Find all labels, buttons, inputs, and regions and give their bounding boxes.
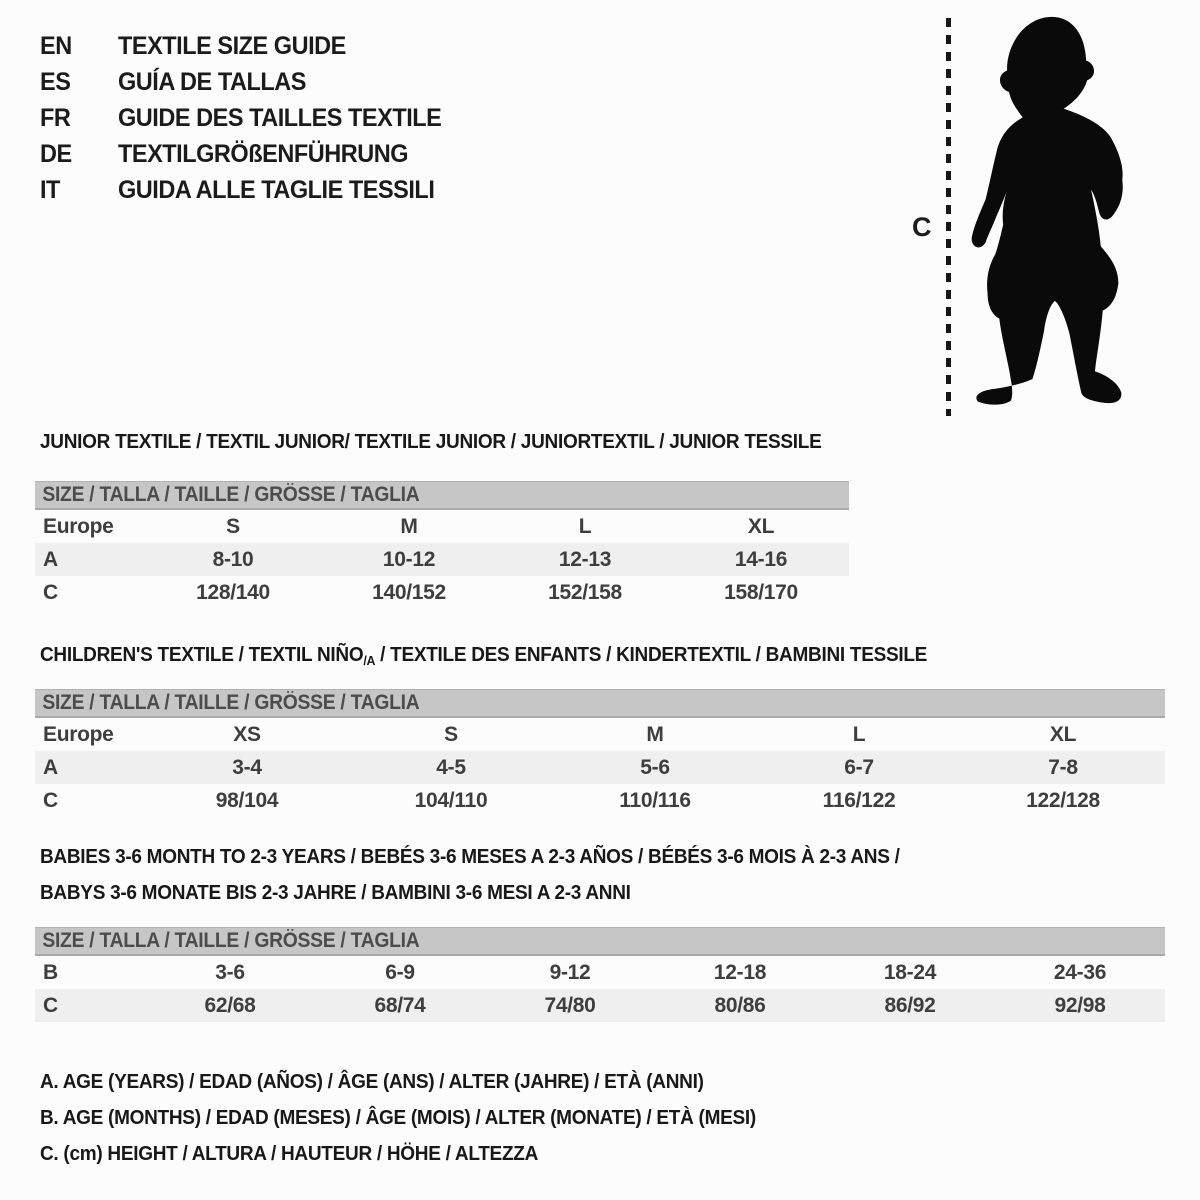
size-cell: 104/110 <box>414 788 488 812</box>
size-cell: 86/92 <box>884 993 936 1017</box>
children-size-table <box>35 689 1165 817</box>
row-label: C <box>43 788 58 812</box>
size-cell: S <box>444 722 458 746</box>
size-cell: 116/122 <box>822 788 896 812</box>
size-cell: 10-12 <box>382 547 436 571</box>
height-measure-label: C <box>912 212 932 242</box>
row-label: B <box>43 960 58 984</box>
table-row-months <box>35 956 1165 989</box>
measurement-legend <box>40 1064 794 1172</box>
size-cell: 98/104 <box>215 788 279 812</box>
size-cell: 152/158 <box>548 580 622 604</box>
language-label: GUIDE DES TAILLES TEXTILE <box>118 103 442 132</box>
language-row-en <box>40 28 462 64</box>
table-row-height <box>35 576 849 609</box>
size-cell: 24-36 <box>1053 960 1107 984</box>
size-cell: XL <box>747 514 775 538</box>
size-cell: M <box>400 514 418 538</box>
size-header-label: SIZE / TALLA / TAILLE / GRÖSSE / TAGLIA <box>42 483 420 506</box>
size-cell: 80/86 <box>714 993 766 1017</box>
babies-section-title-line2: BABYS 3-6 MONATE BIS 2-3 JAHRE / BAMBINI 3-6 MESI A 2-3 ANNI <box>40 882 631 904</box>
row-label: C <box>43 993 58 1017</box>
language-label: GUÍA DE TALLAS <box>118 67 306 96</box>
size-header-label: SIZE / TALLA / TAILLE / GRÖSSE / TAGLIA <box>42 691 420 714</box>
size-header-label: SIZE / TALLA / TAILLE / GRÖSSE / TAGLIA <box>42 929 420 952</box>
size-cell: 128/140 <box>196 580 270 604</box>
size-cell: XL <box>1049 722 1077 746</box>
row-label: Europe <box>43 514 114 538</box>
size-cell: 9-12 <box>549 960 591 984</box>
junior-section-title: JUNIOR TEXTILE / TEXTIL JUNIOR/ TEXTILE JUNIOR / JUNIORTEXTIL / JUNIOR TESSILE <box>40 431 822 453</box>
size-cell: 3-6 <box>215 960 245 984</box>
language-row-es <box>40 64 462 100</box>
babies-section-title-line1: BABIES 3-6 MONTH TO 2-3 YEARS / BEBÉS 3-6 MESES A 2-3 AÑOS / BÉBÉS 3-6 MOIS À 2-3 ANS / <box>40 846 900 868</box>
size-cell: 158/170 <box>724 580 798 604</box>
children-title-text: / TEXTILE DES ENFANTS / KINDERTEXTIL / BAMBINI TESSILE <box>375 644 928 666</box>
size-cell: 122/128 <box>1026 788 1100 812</box>
children-section-title <box>40 644 927 667</box>
size-cell: 62/68 <box>204 993 256 1017</box>
language-code: DE <box>40 139 72 168</box>
table-row-age <box>35 751 1165 784</box>
language-code: FR <box>40 103 71 132</box>
language-code: ES <box>40 67 71 96</box>
language-label: TEXTILE SIZE GUIDE <box>118 31 346 60</box>
row-label: A <box>43 755 58 779</box>
size-cell: 3-4 <box>232 755 262 779</box>
children-title-subscript: /A <box>363 653 376 668</box>
language-label: TEXTILGRÖßENFÜHRUNG <box>118 139 409 168</box>
legend-line-b: B. AGE (MONTHS) / EDAD (MESES) / ÂGE (MOIS) / ALTER (MONATE) / ETÀ (MESI) <box>40 1106 756 1129</box>
language-code: EN <box>40 31 72 60</box>
size-cell: 6-9 <box>385 960 415 984</box>
size-cell: 5-6 <box>640 755 670 779</box>
size-header-bar <box>35 689 1165 718</box>
language-list <box>40 28 462 208</box>
table-row-age <box>35 543 849 576</box>
row-label: A <box>43 547 58 571</box>
table-row-europe <box>35 718 1165 751</box>
size-cell: L <box>852 722 866 746</box>
language-row-de <box>40 136 462 172</box>
size-cell: 110/116 <box>619 788 691 812</box>
language-row-fr <box>40 100 462 136</box>
table-row-europe <box>35 510 849 543</box>
legend-line-c: C. (cm) HEIGHT / ALTURA / HAUTEUR / HÖHE / ALTEZZA <box>40 1142 539 1165</box>
row-label: C <box>43 580 58 604</box>
babies-size-table <box>35 927 1165 1022</box>
toddler-silhouette-icon <box>960 12 1142 420</box>
size-cell: 140/152 <box>372 580 446 604</box>
junior-size-table <box>35 481 849 609</box>
height-dashed-line <box>946 18 951 416</box>
size-cell: 68/74 <box>374 993 426 1017</box>
size-cell: XS <box>233 722 261 746</box>
size-cell: 4-5 <box>436 755 466 779</box>
children-title-text: CHILDREN'S TEXTILE / TEXTIL NIÑO <box>40 644 364 666</box>
size-cell: 6-7 <box>844 755 874 779</box>
size-cell: 12-13 <box>558 547 612 571</box>
size-cell: L <box>578 514 592 538</box>
size-cell: 7-8 <box>1048 755 1078 779</box>
size-cell: 14-16 <box>734 547 788 571</box>
size-cell: 18-24 <box>883 960 937 984</box>
language-code: IT <box>40 175 60 204</box>
size-header-bar <box>35 927 1165 956</box>
size-cell: 12-18 <box>713 960 767 984</box>
language-row-it <box>40 172 462 208</box>
size-cell: S <box>226 514 240 538</box>
size-cell: 92/98 <box>1054 993 1106 1017</box>
table-row-height <box>35 784 1165 817</box>
size-cell: M <box>646 722 664 746</box>
legend-line-a: A. AGE (YEARS) / EDAD (AÑOS) / ÂGE (ANS) / ALTER (JAHRE) / ETÀ (ANNI) <box>40 1070 704 1093</box>
table-row-height <box>35 989 1165 1022</box>
size-cell: 8-10 <box>212 547 254 571</box>
language-label: GUIDA ALLE TAGLIE TESSILI <box>118 175 435 204</box>
size-cell: 74/80 <box>544 993 596 1017</box>
row-label: Europe <box>43 722 114 746</box>
size-header-bar <box>35 481 849 510</box>
